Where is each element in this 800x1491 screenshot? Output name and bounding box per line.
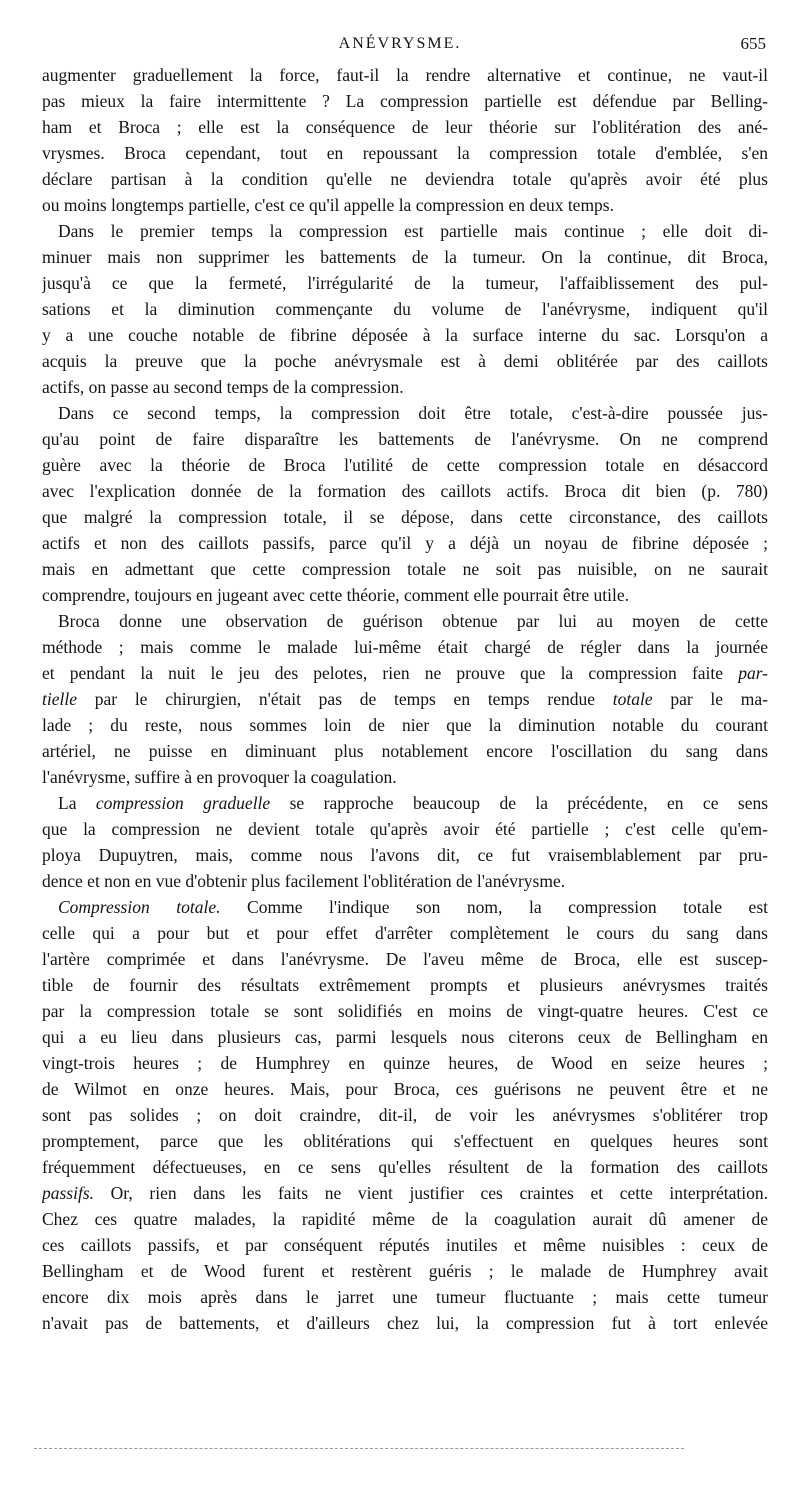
text-segment: déclare partisan à la condition qu'elle ne deviendra totale qu'après avoir été plus (42, 169, 768, 189)
text-line (42, 1076, 768, 1102)
text-segment: Comme l'indique son nom, la compression totale est (247, 897, 768, 917)
text-line (42, 998, 768, 1024)
text-segment: de Wilmot en onze heures. Mais, pour Broca, ces guérisons ne peuvent être et ne (42, 1079, 768, 1099)
italic-text: tielle (42, 689, 77, 709)
text-line (42, 1180, 768, 1206)
text-line (42, 712, 768, 738)
text-segment: qu'au point de faire disparaître les battements de l'anévrysme. On ne comprend (42, 429, 768, 449)
text-line (42, 816, 768, 842)
text-segment: et pendant la nuit le jeu des pelotes, rien ne prouve que la compression faite (42, 663, 724, 683)
text-segment: encore dix mois après dans le jarret une tumeur fluctuante ; mais cette tumeur (42, 1287, 768, 1307)
text-segment: se rapproche beaucoup de la précédente, en ce sens (289, 793, 768, 813)
text-line (42, 400, 768, 426)
text-segment: vingt-trois heures ; de Humphrey en quinze heures, de Wood en seize heures ; (42, 1053, 768, 1073)
text-segment: par le chirurgien, n'était pas de temps en temps rendue (94, 689, 595, 709)
text-line (42, 140, 768, 166)
text-line (42, 1258, 768, 1284)
text-line (42, 426, 768, 452)
text-segment: minuer mais non supprimer les battements de la tumeur. On la continue, dit Broca, (42, 247, 768, 267)
text-line (42, 634, 768, 660)
text-segment: comprendre, toujours en jugeant avec cette théorie, comment elle pourrait être utile. (42, 585, 629, 605)
text-segment: fréquemment défectueuses, en ce sens qu'elles résultent de la formation des caillots (42, 1157, 768, 1177)
text-segment: dence et non en vue d'obtenir plus facilement l'oblitération de l'anévrysme. (42, 871, 566, 891)
italic-text: par- (738, 663, 768, 683)
text-segment: jusqu'à ce que la fermeté, l'irrégularité de la tumeur, l'affaiblissement des pul- (42, 273, 768, 293)
text-segment: ploya Dupuytren, mais, comme nous l'avons dit, ce fut vraisemblablement par pru- (42, 845, 768, 865)
text-line (42, 1206, 768, 1232)
text-line (42, 868, 768, 894)
text-line (42, 1050, 768, 1076)
text-segment: sont pas solides ; on doit craindre, dit-il, de voir les anévrysmes s'oblitérer trop (42, 1105, 768, 1125)
text-line (42, 1024, 768, 1050)
text-segment: artériel, ne puisse en diminuant plus notablement encore l'oscillation du sang dans (42, 741, 768, 761)
text-line (42, 1102, 768, 1128)
text-line (42, 504, 768, 530)
text-segment: mais en admettant que cette compression totale ne soit pas nuisible, on ne saurait (42, 559, 768, 579)
text-segment: n'avait pas de battements, et d'ailleurs chez lui, la compression fut à tort enlevée (42, 1313, 768, 1333)
text-segment: ces caillots passifs, et par conséquent réputés inutiles et même nuisibles : ceux de (42, 1235, 768, 1255)
text-segment: celle qui a pour but et pour effet d'arrêter complètement le cours du sang dans (42, 923, 768, 943)
text-line (42, 1232, 768, 1258)
text-segment: tible de fournir des résultats extrêmement prompts et plusieurs anévrysmes traités (42, 975, 768, 995)
text-segment: par le ma- (670, 689, 768, 709)
text-line (42, 608, 768, 634)
text-segment: que malgré la compression totale, il se dépose, dans cette circonstance, des caillots (42, 507, 768, 527)
text-line (42, 478, 768, 504)
italic-text: compression graduelle (95, 793, 271, 813)
text-segment: méthode ; mais comme le malade lui-même était chargé de régler dans la journée (42, 637, 768, 657)
text-line (42, 1128, 768, 1154)
italic-text: totale (612, 689, 653, 709)
text-segment: Dans ce second temps, la compression doit être totale, c'est-à-dire poussée jus- (58, 403, 768, 423)
text-line (42, 894, 768, 920)
text-line (42, 452, 768, 478)
text-segment: La (58, 793, 77, 813)
text-line (42, 556, 768, 582)
text-line (42, 218, 768, 244)
text-line (42, 374, 768, 400)
text-line (42, 1310, 768, 1336)
text-segment: ham et Broca ; elle est la conséquence de leur théorie sur l'oblitération des ané- (42, 117, 768, 137)
text-line (42, 192, 768, 218)
text-line (42, 1154, 768, 1180)
text-segment: actifs et non des caillots passifs, parce qu'il y a déjà un noyau de fibrine déposée ; (42, 533, 768, 553)
text-line (42, 322, 768, 348)
text-segment: Dans le premier temps la compression est partielle mais continue ; elle doit di- (58, 221, 768, 241)
text-line (42, 114, 768, 140)
text-line (42, 166, 768, 192)
text-segment: Or, rien dans les faits ne vient justifier ces craintes et cette interprétation. (110, 1183, 768, 1203)
text-segment: Broca donne une observation de guérison obtenue par lui au moyen de cette (58, 611, 768, 631)
text-line (42, 946, 768, 972)
text-line (42, 920, 768, 946)
text-line (42, 1284, 768, 1310)
text-segment: que la compression ne devient totale qu'après avoir été partielle ; c'est celle qu'em- (42, 819, 768, 839)
text-line (42, 972, 768, 998)
text-segment: sations et la diminution commençante du volume de l'anévrysme, indiquent qu'il (42, 299, 768, 319)
text-line (42, 660, 768, 686)
text-segment: l'artère comprimée et dans l'anévrysme. De l'aveu même de Broca, elle est suscep- (42, 949, 768, 969)
bottom-rule (34, 1448, 684, 1449)
text-segment: acquis la preuve que la poche anévrysmale est à demi oblitérée par des caillots (42, 351, 768, 371)
text-line (42, 62, 768, 88)
text-segment: lade ; du reste, nous sommes loin de nier que la diminution notable du courant (42, 715, 768, 735)
page-number: 655 (740, 34, 766, 53)
text-line (42, 244, 768, 270)
text-segment: qui a eu lieu dans plusieurs cas, parmi lesquels nous citerons ceux de Bellingham en (42, 1027, 768, 1047)
text-segment: Bellingham et de Wood furent et restèrent guéris ; le malade de Humphrey avait (42, 1261, 768, 1281)
text-segment: y a une couche notable de fibrine déposée à la surface interne du sac. Lorsqu'on a (42, 325, 768, 345)
text-segment: pas mieux la faire intermittente ? La compression partielle est défendue par Belling- (42, 91, 768, 111)
text-line (42, 88, 768, 114)
text-line (42, 764, 768, 790)
running-title: ANÉVRYSME. (338, 35, 462, 52)
text-line (42, 738, 768, 764)
text-segment: par la compression totale se sont solidifiés en moins de vingt-quatre heures. C'est ce (42, 1001, 768, 1021)
text-segment: vrysmes. Broca cependant, tout en repoussant la compression totale d'emblée, s'en (42, 143, 768, 163)
body-text (42, 62, 768, 1336)
text-line (42, 582, 768, 608)
italic-text: Compression totale. (58, 897, 221, 917)
text-segment: ou moins longtemps partielle, c'est ce qu'il appelle la compression en deux temps. (42, 195, 614, 215)
text-segment: guère avec la théorie de Broca l'utilité de cette compression totale en désaccord (42, 455, 768, 475)
text-line (42, 270, 768, 296)
text-segment: actifs, on passe au second temps de la compression. (42, 377, 404, 397)
text-line (42, 348, 768, 374)
text-segment: augmenter graduellement la force, faut-il la rendre alternative et continue, ne vaut-il (42, 65, 768, 85)
text-line (42, 686, 768, 712)
text-line (42, 842, 768, 868)
text-segment: Chez ces quatre malades, la rapidité même de la coagulation aurait dû amener de (42, 1209, 768, 1229)
text-segment: promptement, parce que les oblitérations qui s'effectuent en quelques heures sont (42, 1131, 768, 1151)
text-line (42, 790, 768, 816)
text-line (42, 530, 768, 556)
text-segment: avec l'explication donnée de la formation des caillots actifs. Broca dit bien (p. 780) (42, 481, 768, 501)
italic-text: passifs. (42, 1183, 95, 1203)
text-line (42, 296, 768, 322)
text-segment: l'anévrysme, suffire à en provoquer la coagulation. (42, 767, 397, 787)
